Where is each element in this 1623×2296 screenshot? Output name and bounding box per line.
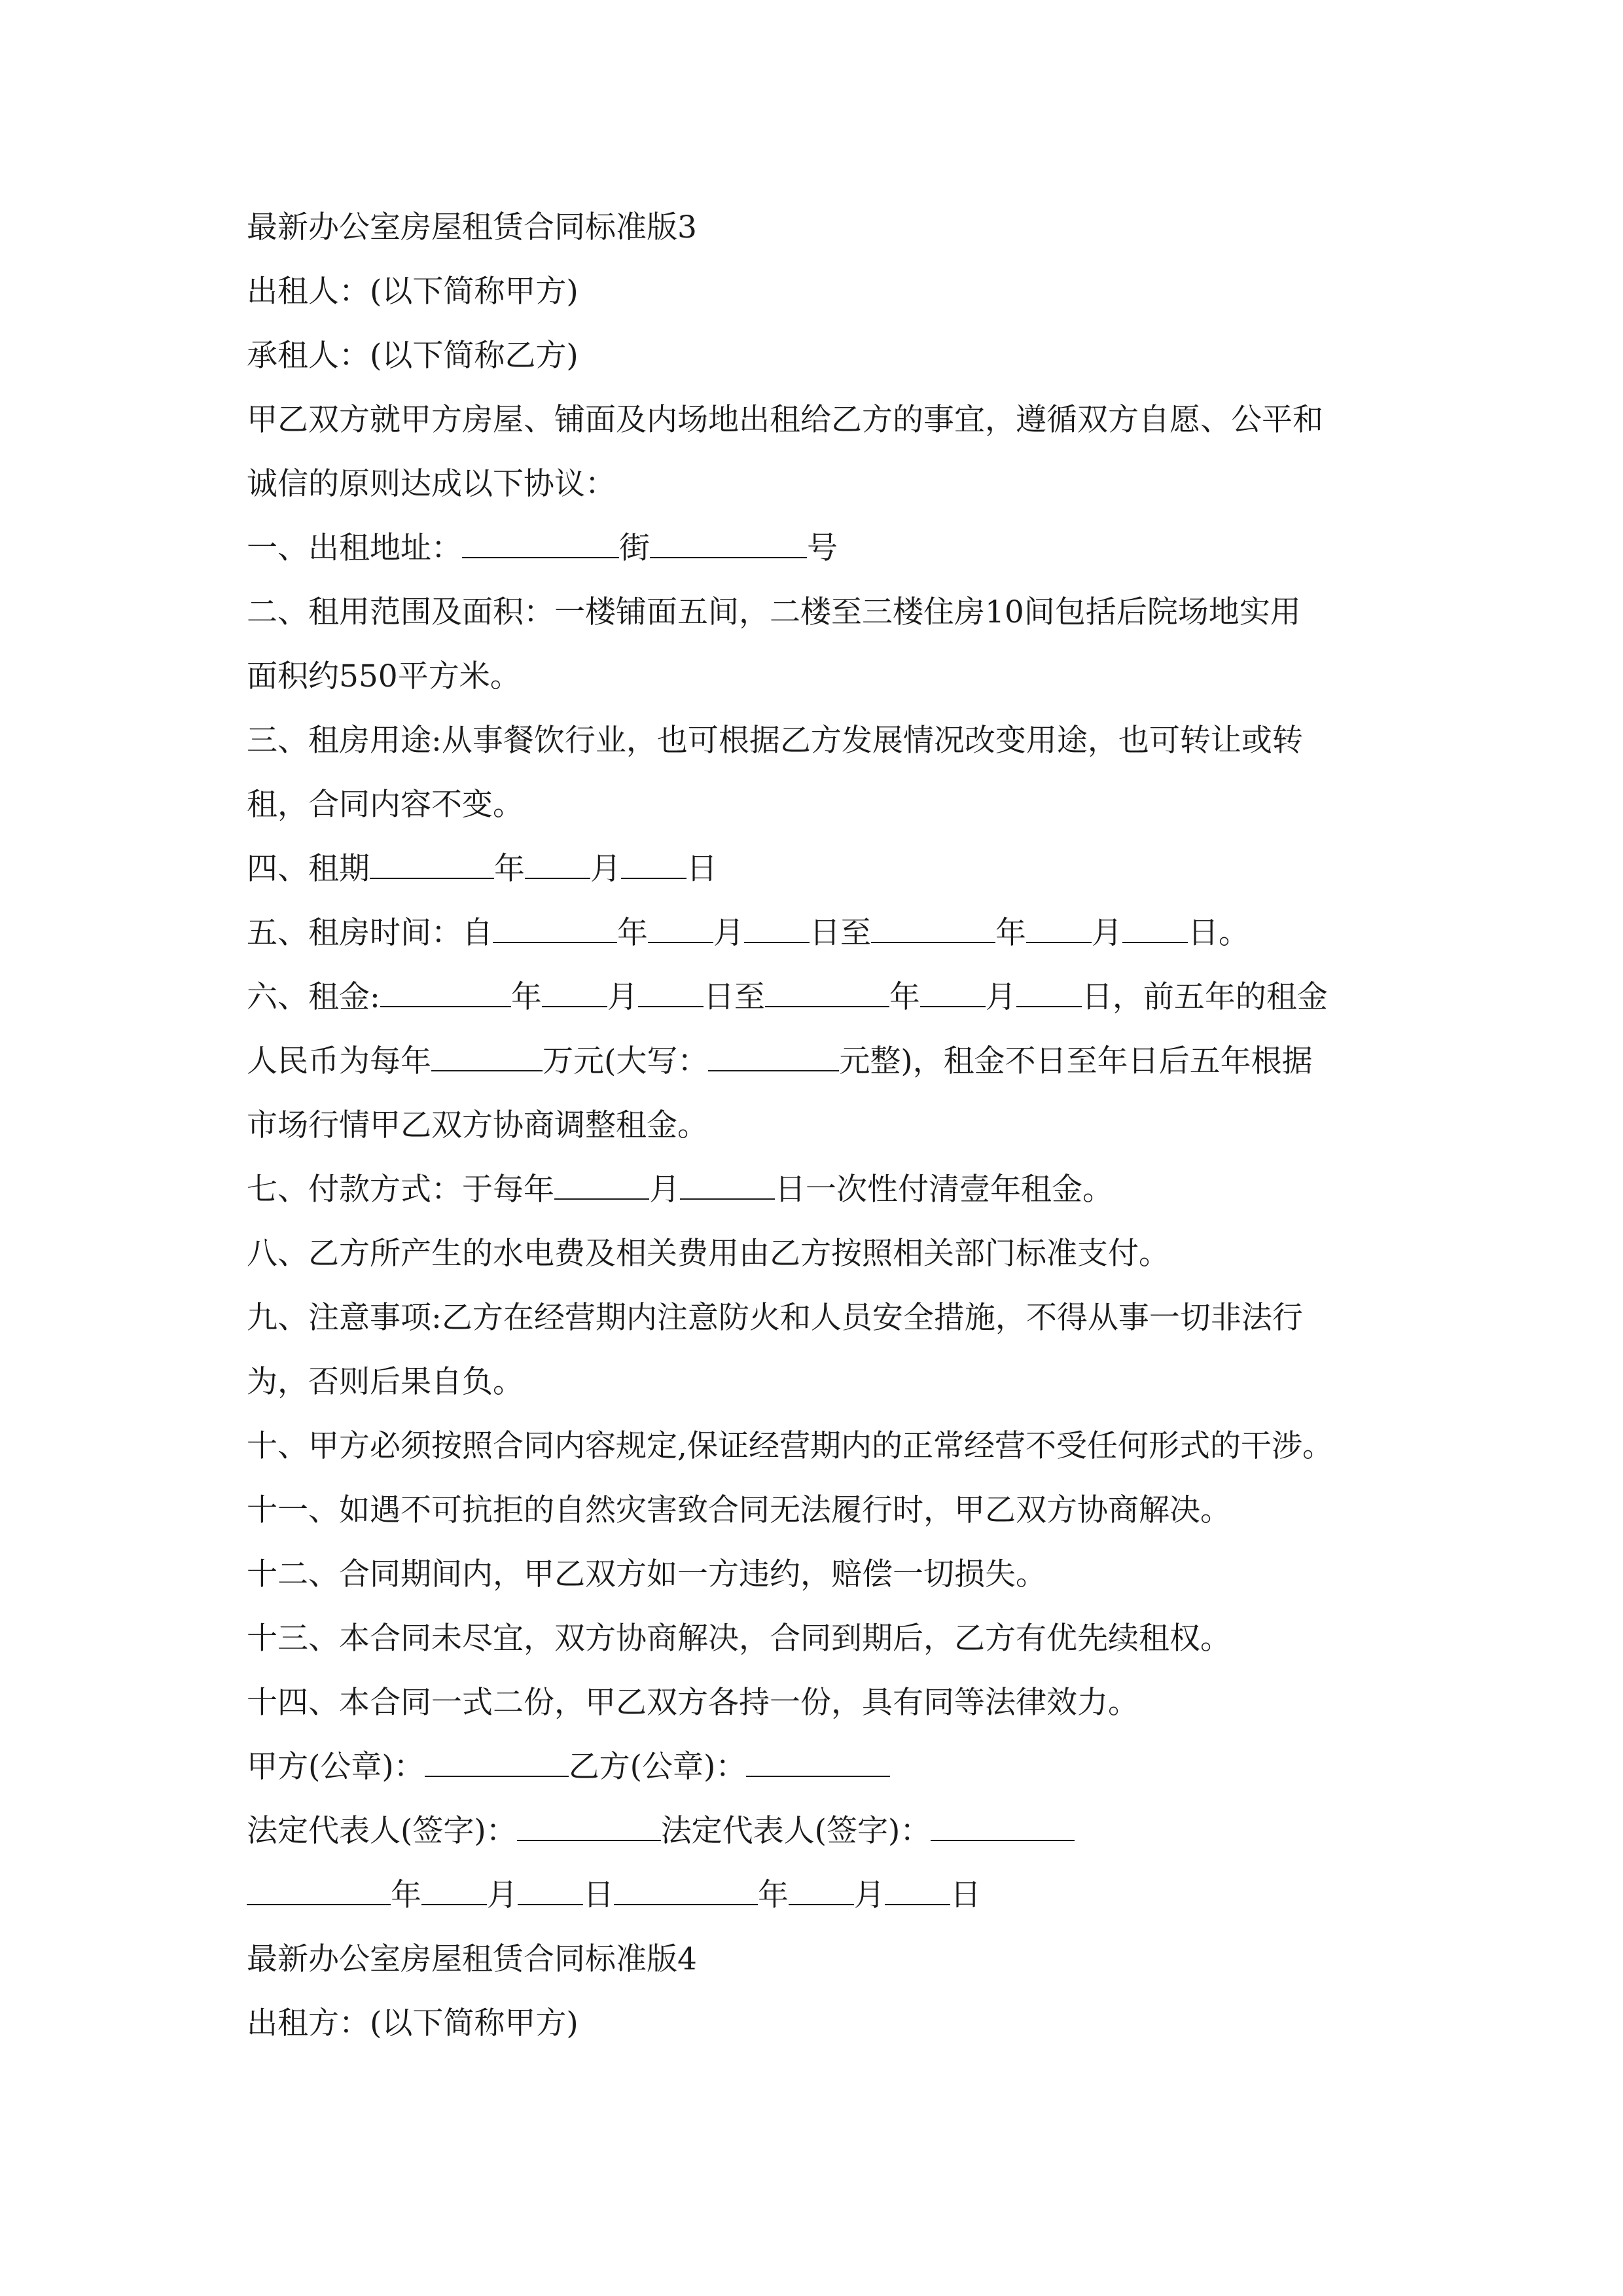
pay-day-blank (680, 1171, 775, 1200)
a-month-blank (421, 1876, 487, 1905)
term-year-blank (370, 850, 494, 879)
year-label: 年 (995, 915, 1026, 951)
clause-5-label: 五、租房时间：自 (247, 915, 493, 951)
a-day-blank (518, 1876, 583, 1905)
clause-9-line-2: 为，否则后果自负。 (247, 1364, 524, 1400)
year-label: 年 (889, 979, 920, 1015)
rent-amount-blank (431, 1043, 543, 1071)
pay-tail-text: 日一次性付清壹年租金。 (775, 1172, 1113, 1208)
month-label: 月 (854, 1877, 885, 1913)
clause-7-label: 七、付款方式：于每年 (247, 1172, 554, 1208)
clause-6-label: 六、租金: (247, 979, 380, 1015)
to-label: 日至 (703, 979, 765, 1015)
clause-12: 十二、合同期间内，甲乙双方如一方违约，赔偿一切损失。 (247, 1556, 1046, 1592)
party-a-seal-blank (425, 1748, 569, 1777)
clause-3-line-1: 三、租房用途:从事餐饮行业，也可根据乙方发展情况改变用途，也可转让或转 (247, 723, 1303, 759)
month-label: 月 (985, 979, 1016, 1015)
clause-8: 八、乙方所产生的水电费及相关费用由乙方按照相关部门标准支付。 (247, 1236, 1169, 1272)
b-month-blank (789, 1876, 854, 1905)
rent-end-year-blank (765, 978, 889, 1007)
term-day-blank (621, 850, 687, 879)
date-line (247, 1876, 1385, 1915)
clause-3-line-2: 租，合同内容不变。 (247, 787, 524, 823)
clause-6-rent-line-3: 市场行情甲乙双方协商调整租金。 (247, 1107, 708, 1143)
address-blank-1 (462, 529, 619, 558)
end-year-blank (871, 914, 995, 943)
signature-line (247, 1812, 1385, 1851)
rent-amount-label: 人民币为每年 (247, 1043, 431, 1079)
clause-1-address (247, 529, 1385, 568)
section-title-2: 最新办公室房屋租赁合同标准版4 (247, 1941, 697, 1977)
clause-6-rent-line-2 (247, 1042, 1385, 1081)
b-day-blank (885, 1876, 950, 1905)
clause-13: 十三、本合同未尽宜，双方协商解决，合同到期后，乙方有优先续租权。 (247, 1621, 1231, 1657)
to-label: 日至 (810, 915, 871, 951)
clause-6-rent-line-1 (247, 978, 1385, 1017)
clause-14: 十四、本合同一式二份，甲乙双方各持一份，具有同等法律效力。 (247, 1685, 1139, 1721)
seal-line (247, 1748, 1385, 1787)
month-label: 月 (713, 915, 744, 951)
party-b-seal-blank (746, 1748, 890, 1777)
rent-line-2-tail: 元整)，租金不日至年日后五年根据 (839, 1043, 1313, 1079)
rent-start-year-blank (380, 978, 511, 1007)
rent-tail-text: 日，前五年的租金 (1081, 979, 1328, 1015)
clause-7-payment (247, 1170, 1385, 1210)
rent-end-day-blank (1016, 978, 1082, 1007)
clause-11: 十一、如遇不可抗拒的自然灾害致合同无法履行时，甲乙双方协商解决。 (247, 1492, 1231, 1528)
clause-2-line-2: 面积约550平方米。 (247, 658, 521, 694)
party-b-rep-label: 法定代表人(签字)： (660, 1813, 931, 1849)
party-b-rep-blank (931, 1812, 1075, 1841)
clause-9-line-1: 九、注意事项:乙方在经营期内注意防火和人员安全措施，不得从事一切非法行 (247, 1300, 1303, 1336)
party-b-seal-label: 乙方(公章)： (568, 1749, 747, 1785)
party-a-rep-blank (517, 1812, 661, 1841)
rent-start-month-blank (542, 978, 607, 1007)
year-label: 年 (494, 851, 525, 887)
a-year-blank (247, 1876, 391, 1905)
year-label: 年 (391, 1877, 421, 1913)
end-month-blank (1026, 914, 1092, 943)
street-label: 街 (619, 530, 650, 566)
day-label: 日 (687, 851, 717, 887)
end-day-blank (1122, 914, 1188, 943)
day-label: 日 (583, 1877, 614, 1913)
number-label: 号 (807, 530, 838, 566)
year-label: 年 (758, 1877, 789, 1913)
lessee-line: 承租人：(以下简称乙方) (247, 338, 579, 374)
lessor-line-2: 出租方：(以下简称甲方) (247, 2005, 579, 2041)
clause-1-label: 一、出租地址： (247, 530, 462, 566)
month-label: 月 (487, 1877, 518, 1913)
month-label: 月 (649, 1172, 680, 1208)
day-label: 日 (950, 1877, 981, 1913)
address-blank-2 (650, 529, 807, 558)
year-label: 年 (617, 915, 648, 951)
clause-2-line-1: 二、租用范围及面积：一楼铺面五间，二楼至三楼住房10间包括后院场地实用 (247, 594, 1301, 630)
party-a-rep-label: 法定代表人(签字)： (247, 1813, 517, 1849)
lessor-line: 出租人：(以下简称甲方) (247, 274, 579, 310)
clause-4-term (247, 850, 1385, 889)
month-label: 月 (607, 979, 638, 1015)
clause-10: 十、甲方必须按照合同内容规定,保证经营期内的正常经营不受任何形式的干涉。 (247, 1428, 1333, 1464)
party-a-seal-label: 甲方(公章)： (247, 1749, 425, 1785)
rent-end-month-blank (920, 978, 986, 1007)
rent-capital-label: 万元(大写： (543, 1043, 709, 1079)
year-label: 年 (510, 979, 542, 1015)
rent-capital-blank (708, 1043, 839, 1071)
end-label: 日。 (1188, 915, 1249, 951)
preamble-line-1: 甲乙双方就甲方房屋、铺面及内场地出租给乙方的事宜，遵循双方自愿、公平和 (247, 402, 1323, 438)
section-title: 最新办公室房屋租赁合同标准版3 (247, 209, 697, 245)
start-year-blank (493, 914, 617, 943)
preamble-line-2: 诚信的原则达成以下协议： (247, 466, 616, 502)
month-label: 月 (590, 851, 621, 887)
pay-month-blank (554, 1171, 649, 1200)
start-day-blank (744, 914, 810, 943)
clause-5-time (247, 914, 1385, 953)
rent-start-day-blank (638, 978, 704, 1007)
start-month-blank (648, 914, 713, 943)
clause-4-label: 四、租期 (247, 851, 370, 887)
b-year-blank (614, 1876, 758, 1905)
term-month-blank (525, 850, 590, 879)
month-label: 月 (1092, 915, 1122, 951)
